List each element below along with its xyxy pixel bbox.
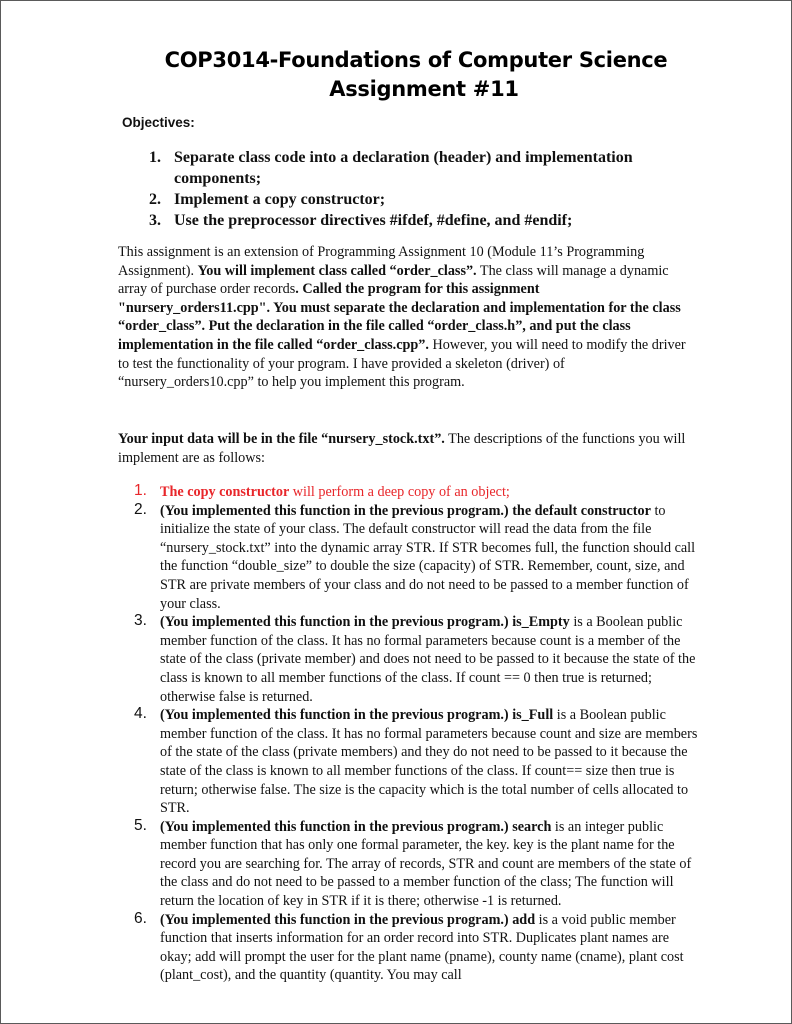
intro-class-statement: You will implement class called “order_class”. <box>197 262 477 279</box>
intro-file-instructions: . Called the program for this assignment "nursery_orders11.cpp". You must separate the declaration and implementation for the class “order_class”. Put the declaration in the file called “order_class.h”, and put the class implementation in the file called “order_class.cpp”. <box>118 281 681 353</box>
function-number: 3. <box>134 612 147 630</box>
intro-text: This assignment is an extension of Programming Assignment 10 (Module 11’s Programming Assignment). <box>118 244 645 279</box>
function-description: is a Boolean public member function of the class. It has no formal parameters because count and size are members of the state of the class (private members) and they do not need to be passed to it because the state of the class is known to all member functions of the class. If count== size then true is return; otherwise false. The size is the capacity which is the total number of cells allocated to STR. <box>160 707 698 817</box>
objectives-heading: Objectives: <box>122 115 195 130</box>
function-description: is a Boolean public member function of the class. It has no formal parameters because count is a member of the state of the class (private member) and does not need to be passed to it because the state of the class is known to all member functions of the class. If count == 0 then true is returned; otherwise false is returned. <box>160 614 696 705</box>
intro-paragraph <box>118 243 688 392</box>
objective-text: Separate class code into a declaration (header) and implementation components; <box>174 149 633 187</box>
function-description: to initialize the state of your class. The default constructor will read the data from the file “nursery_stock.txt” into the dynamic array STR. If STR becomes full, the function should call the function “double_size” to double the size (capacity) of STR. Remember, count, size, and STR are private members of your class and do not need to be passed to a member function of your class. <box>160 502 696 612</box>
function-description: will perform a deep copy of an object; <box>289 484 510 500</box>
input-text: The descriptions of the functions you will implement are as follows: <box>118 431 686 466</box>
objective-number: 2. <box>149 191 161 208</box>
intro-text: However, you will need to modify the driver to test the functionality of your program. I have provided a skeleton (driver) of “nursery_orders10.cpp” to help you implement this program. <box>118 336 686 391</box>
function-name: The copy constructor <box>160 484 290 500</box>
function-number: 2. <box>134 500 147 518</box>
functions-list <box>134 483 704 985</box>
objective-text: Use the preprocessor directives #ifdef, #define, and #endif; <box>174 212 573 229</box>
function-item-is-empty <box>134 613 704 706</box>
function-item-is-full <box>134 706 704 818</box>
objective-item <box>149 189 709 210</box>
objective-text: Implement a copy constructor; <box>174 191 386 208</box>
function-number: 1. <box>134 482 147 499</box>
objective-item <box>149 210 709 231</box>
assignment-number: Assignment #11 <box>329 77 519 101</box>
function-name: (You implemented this function in the previous program.) is_Full <box>160 707 554 724</box>
objective-number: 3. <box>149 212 161 229</box>
input-file-statement: Your input data will be in the file “nursery_stock.txt”. <box>118 431 445 447</box>
objective-number: 1. <box>149 149 161 166</box>
function-number: 4. <box>134 705 147 723</box>
objectives-list <box>149 147 709 231</box>
function-name: (You implemented this function in the previous program.) is_Empty <box>160 614 570 631</box>
intro-text: The class will manage a dynamic array of purchase order records <box>118 262 669 298</box>
function-description: is an integer public member function that has only one formal parameter, the key. key is the plant name for the record you are searching for. The array of records, STR and count are members of the state of the class and do not need to be passed to a member function of the class; The function will return the location of key in STR if it is there; otherwise -1 is returned. <box>160 818 692 910</box>
function-name: (You implemented this function in the previous program.) add <box>160 911 536 928</box>
objective-item <box>149 147 709 189</box>
function-number: 5. <box>134 816 147 834</box>
input-paragraph <box>118 430 688 467</box>
function-description: is a void public member function that inserts information for an order record into STR. Duplicates plant names are okay; add will prompt the user for the plant name (pname), county name (cname), plant cost (plant_cost), and the quantity (quantity. You may call <box>160 911 684 984</box>
function-item-search <box>134 818 704 911</box>
function-number: 6. <box>134 909 147 927</box>
document-title: COP3014-Foundations of Computer Science <box>164 48 668 72</box>
function-item-default-constructor <box>134 502 704 614</box>
function-name: (You implemented this function in the previous program.) the default constructor <box>160 502 651 519</box>
function-item-add <box>134 911 704 985</box>
function-item-copy-constructor <box>134 483 704 502</box>
function-name: (You implemented this function in the previous program.) search <box>160 818 552 835</box>
